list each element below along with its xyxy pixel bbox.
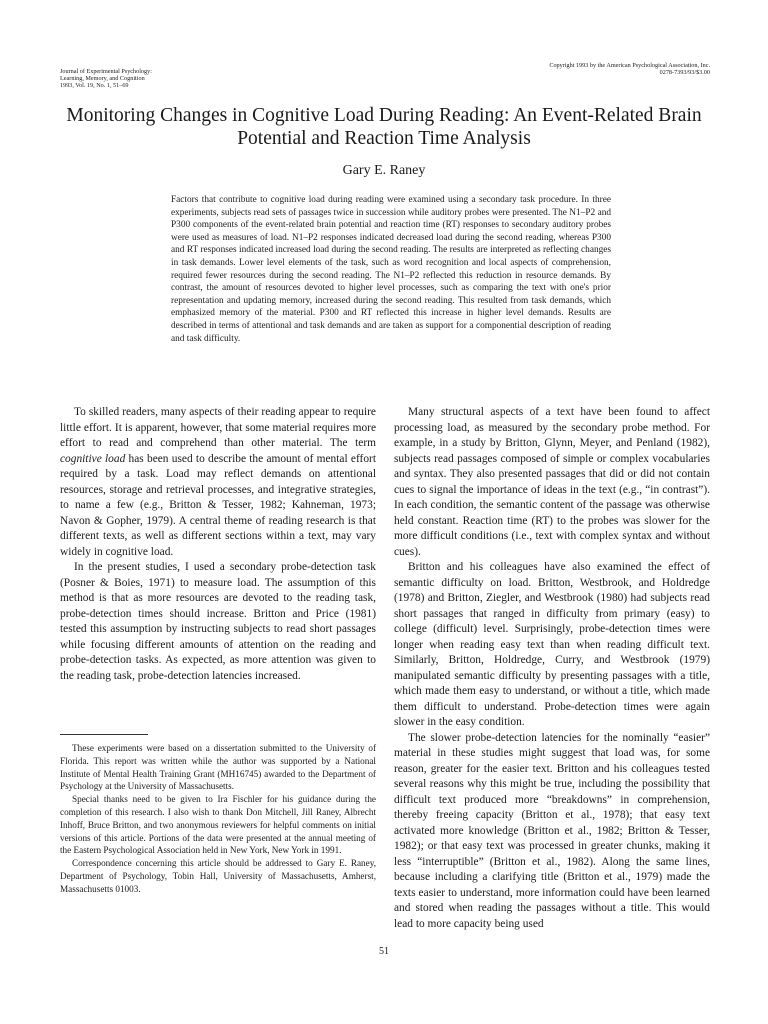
term-emphasis: cognitive load xyxy=(60,452,126,465)
body-paragraph: Britton and his colleagues have also examined the effect of semantic difficulty on load. Britton, Westbrook, and Holdredge (1978) and Britton, Ziegler, and Westbrook (1980) had subjects read short passages that ranged in difficulty from primary (easy) to college (difficult) level. Surprisingly, probe-detection times were longer when reading easy text than when reading difficult text. Similarly, Britton, Holdredge, Curry, and Westbrook (1979) manipulated semantic difficulty by presenting passages with a title, which made them easy to understand, or without a title, which made them difficult to understand. Probe-detection times were again slower in the easy condition. xyxy=(394,561,710,728)
footnote-divider xyxy=(60,734,148,735)
footnote: Special thanks need to be given to Ira Fischler for his guidance during the completion of this research. I also wish to thank Don Mitchell, Jill Raney, Albrecht Inhoff, Bruce Britton, and two anonymous reviewers for helpful comments on initial versions of this article. Portions of the data were presented at the annual meeting of the Eastern Psychological Association held in New York, New York in 1991. xyxy=(60,794,376,856)
text-run: has been used to describe the amount of mental effort required by a task. Load may reflect demands on attentional resources, storage and retrieval processes, and integrative strategies, to name a few (e.g., Britton & Tesser, 1982; Kahneman, 1973; Navon & Gopher, 1979). A central theme of reading research is that different texts, as well as different sections within a text, may vary widely in cognitive load. xyxy=(60,452,376,558)
body-paragraph: In the present studies, I used a secondary probe-detection task (Posner & Boies, 1971) to measure load. The assumption of this method is that as more resources are devoted to the reading task, probe-detection times should increase. Britton and Price (1981) tested this assumption by instructing subjects to read short passages while focusing different amounts of attention on the reading and probe-detection tasks. As expected, as more attention was given to the reading task, probe-detection latencies increased. xyxy=(60,561,376,682)
copyright-line: Copyright 1993 by the American Psychological Association, Inc. xyxy=(549,62,710,69)
body-paragraph: Many structural aspects of a text have been found to affect processing load, as measured by the secondary probe method. For example, in a study by Britton, Glynn, Meyer, and Penland (1982), subjects read passages composed of simple or complex vocabularies and syntax. They also presented passages that did or did not contain cues to signal the importance of ideas in the text (e.g., “in contrast”). In each condition, the semantic content of the passage was otherwise held constant. Reaction time (RT) to the probes was slower for the more difficult conditions (i.e., text with complex syntax and without cues). xyxy=(394,406,710,558)
journal-citation xyxy=(60,68,152,90)
abstract: Factors that contribute to cognitive load during reading were examined using a secondary task procedure. In three experiments, subjects read sets of passages twice in succession while auditory probes were presented. The N1–P2 and P300 components of the event-related brain potential and reaction time (RT) responses to secondary auditory probes were used as measures of load. N1–P2 responses indicated decreased load during the second reading, whereas P300 and RT responses indicated increased load during the second reading. The results are interpreted as reflecting changes in task demands. Lower level elements of the task, such as word recognition and local aspects of comprehension, required fewer resources during the second reading. The N1–P2 reflected this reduction in resource demands. By contrast, the amount of resources devoted to higher level processes, such as comparing the text with one's prior representation and updating memory, increased during the second reading. This resulted from task demands, which emphasized memory of the material. P300 and RT reflected this increase in higher level demands. Results are described in terms of attentional and task demands and are taken as support for a componential description of reading and task difficulty. xyxy=(171,195,611,344)
page-number: 51 xyxy=(379,946,389,957)
body-paragraph: The slower probe-detection latencies for the nominally “easier” material in these studies might suggest that load was, for some reason, greater for the easier text. Britton and his colleagues tested several reasons why this might be true, including the possibility that difficult text produced more “breakdowns” in comprehension, thereby freeing capacity (Britton et al., 1978); that easy text activated more knowledge (Britton et al., 1982; Britton & Tesser, 1982); or that easy text was processed in greater chunks, making it less “interruptible” (Britton et al., 1982). Along the same lines, because including a clarifying title (Britton et al., 1979) made the texts easier to understand, more information could have been learned and stored when reading the passages without a title. This would lead to more capacity being used xyxy=(394,731,710,930)
body-column-right xyxy=(394,405,710,932)
text-run: To skilled readers, many aspects of their reading appear to require little effort. It is apparent, however, that some material requires more effort to read and comprehend than other material. The term xyxy=(60,406,376,449)
footnotes xyxy=(60,742,376,896)
journal-line: Journal of Experimental Psychology: xyxy=(60,68,152,75)
copyright-notice xyxy=(549,62,710,76)
copyright-line: 0278-7393/93/$3.00 xyxy=(659,69,710,77)
body-column-left xyxy=(60,405,376,684)
journal-line: Learning, Memory, and Cognition xyxy=(60,75,145,83)
body-paragraph xyxy=(60,405,376,560)
article-title: Monitoring Changes in Cognitive Load During Reading: An Event-Related Brain Potential and Reaction Time Analysis xyxy=(66,105,702,149)
footnote: These experiments were based on a dissertation submitted to the University of Florida. This report was written while the author was supported by a National Institute of Mental Health Training Grant (MH16745) awarded to the Department of Psychology at the University of Massachusetts. xyxy=(60,743,376,792)
author-name: Gary E. Raney xyxy=(342,163,426,178)
footnote: Correspondence concerning this article should be addressed to Gary E. Raney, Department of Psychology, Tobin Hall, University of Massachusetts, Amherst, Massachusetts 01003. xyxy=(60,858,376,894)
journal-line: 1993, Vol. 19, No. 1, 51–69 xyxy=(60,82,129,90)
